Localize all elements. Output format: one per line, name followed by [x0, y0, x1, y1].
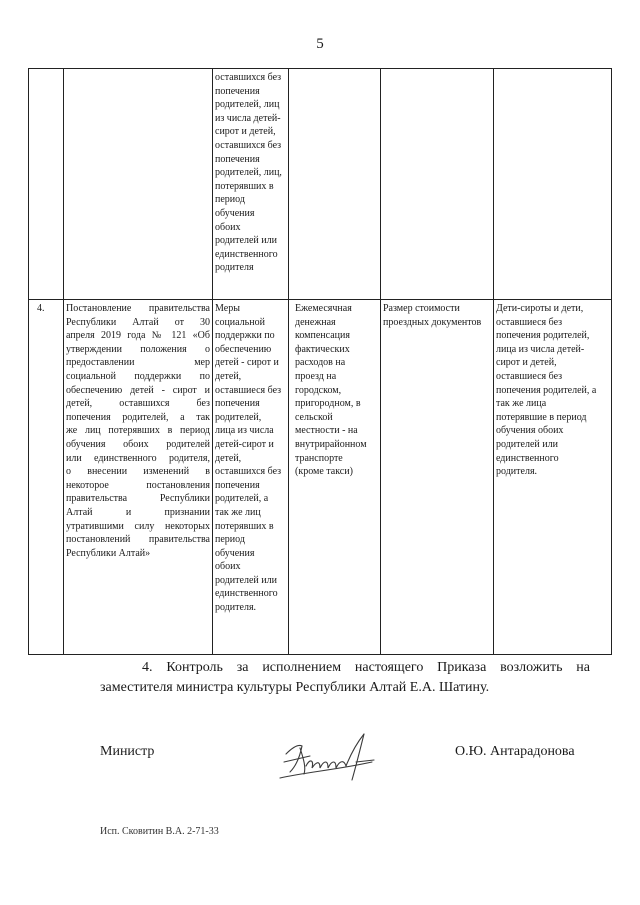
cell-text-line: детей - сирот и	[215, 357, 279, 369]
table-cell	[494, 300, 612, 655]
table-cell	[29, 300, 64, 655]
cell-text-line: 4.	[37, 303, 45, 314]
cell-text-line: оставшиеся без	[496, 370, 563, 382]
table-cell	[381, 300, 494, 655]
cell-text-line: социальной	[215, 316, 265, 328]
cell-text-line: родителей или	[496, 438, 558, 450]
cell-text-line: оставшихся без	[215, 466, 282, 478]
cell-text-line: детей-сирот и	[215, 438, 274, 450]
table-row	[29, 69, 612, 300]
cell-text-line: Республики Алтай от 30	[66, 316, 210, 328]
cell-text-line: родителей,	[215, 411, 262, 423]
cell-text-line: период	[215, 534, 245, 546]
cell-text-line: единственного	[496, 452, 559, 464]
cell-text-line: родителей или	[215, 235, 277, 247]
cell-text-line: городском,	[295, 384, 342, 396]
cell-text-line: попечения родителей, а	[496, 384, 597, 396]
cell-text-line: родителей или	[215, 574, 277, 586]
table-cell	[213, 300, 289, 655]
cell-text-line: потерявших в	[215, 520, 274, 532]
cell-text-line: пригородном, в	[295, 398, 361, 410]
table-cell	[213, 69, 289, 300]
cell-text-line: детей,	[215, 370, 242, 382]
cell-text-line: родителя.	[496, 466, 538, 478]
cell-text-line: попечения родителей,	[496, 330, 590, 342]
cell-text-line: так же лиц	[215, 506, 261, 518]
cell-text-line: попечения	[215, 398, 260, 410]
cell-text-line: обоих	[215, 221, 241, 233]
cell-text-line: так же лица	[496, 398, 547, 410]
cell-text-line: из числа детей-	[215, 112, 281, 124]
table-cell	[64, 69, 213, 300]
cell-text-line: оставшиеся без	[496, 316, 563, 328]
cell-text-line: Алтай и признании	[66, 506, 210, 518]
cell-text-line: проезд на	[295, 370, 337, 382]
cell-text-line: обучения	[215, 207, 255, 219]
cell-text-line: местности - на	[295, 425, 358, 437]
cell-text-line: (кроме такси)	[295, 466, 353, 478]
control-line-1: 4. Контроль за исполнением настоящего Приказа возложить на	[142, 660, 590, 675]
cell-text-line: или единственного родителя,	[66, 452, 210, 464]
cell-text-line: утверждении положения о	[66, 343, 210, 355]
cell-text-line: апреля 2019 года № 121 «Об	[66, 330, 210, 342]
cell-text-line: Меры	[215, 303, 240, 314]
cell-text-line: обоих	[215, 561, 241, 573]
cell-text-line: детей, оставшихся без	[66, 398, 210, 410]
signatory-position: Министр	[100, 744, 155, 759]
control-line-2: заместителя министра культуры Республики Алтай Е.А. Шатину.	[100, 680, 490, 695]
page-number: 5	[316, 36, 324, 52]
cell-text-line: расходов на	[295, 357, 346, 369]
cell-text-line: попечения	[215, 479, 260, 491]
cell-text-line: предоставлении мер	[66, 357, 210, 369]
cell-text-line: денежная	[295, 316, 336, 328]
cell-text-line: период	[215, 194, 245, 206]
cell-text-line: внутрирайонном	[295, 438, 367, 450]
cell-text-line: правительства Республики	[66, 493, 210, 505]
cell-text-line: попечения	[215, 153, 260, 165]
control-paragraph	[100, 658, 590, 698]
cell-text-line: обучения обоих родителей	[66, 438, 210, 450]
table-row	[29, 300, 612, 655]
cell-text-line: фактических	[295, 343, 350, 355]
cell-text-line: Республики Алтай»	[66, 547, 151, 559]
measures-table	[28, 68, 612, 655]
cell-text-line: Размер стоимости	[383, 303, 460, 314]
cell-text-line: о внесении изменений в	[66, 466, 210, 478]
cell-text-line: родителя.	[215, 602, 257, 614]
cell-text-line: единственного	[215, 248, 278, 260]
cell-text-line: транспорте	[295, 452, 343, 464]
cell-text-line: оставшихся без	[215, 72, 282, 83]
cell-text-line: обучения	[215, 547, 255, 559]
cell-text-line: попечения	[215, 85, 260, 97]
cell-text-line: сельской	[295, 411, 333, 423]
table-cell	[289, 69, 381, 300]
cell-text-line: оставшиеся без	[215, 384, 282, 396]
cell-text-line: детей,	[215, 452, 242, 464]
cell-text-line: проездных документов	[383, 316, 482, 328]
cell-text-line: Ежемесячная	[295, 303, 352, 314]
cell-text-line: Постановление правительства	[66, 303, 210, 314]
signature-icon	[276, 722, 406, 786]
signatory-name: О.Ю. Антарадонова	[455, 744, 575, 759]
cell-text-line: обучения обоих	[496, 425, 564, 437]
table-cell	[494, 69, 612, 300]
table-cell	[381, 69, 494, 300]
cell-text-line: родителей, а	[215, 493, 269, 505]
table-cell	[289, 300, 381, 655]
cell-text-line: оставшихся без	[215, 139, 282, 151]
cell-text-line: родителя	[215, 262, 254, 274]
cell-text-line: постановлений правительства	[66, 534, 210, 546]
cell-text-line: единственного	[215, 588, 278, 600]
cell-text-line: потерявших в	[215, 180, 274, 192]
cell-text-line: лица из числа	[215, 425, 274, 437]
cell-text-line: лица из числа детей-	[496, 343, 585, 355]
cell-text-line: компенсация	[295, 330, 350, 342]
cell-text-line: сирот и детей,	[496, 357, 557, 369]
cell-text-line: поддержки по	[215, 330, 275, 342]
cell-text-line: родителей, лиц,	[215, 167, 282, 179]
executor-note: Исп. Сковитин В.А. 2-71-33	[100, 826, 219, 837]
cell-text-line: некоторое постановления	[66, 479, 210, 491]
cell-text-line: Дети-сироты и дети,	[496, 303, 584, 314]
cell-text-line: сирот и детей,	[215, 126, 276, 138]
cell-text-line: попечения родителей, а так	[66, 411, 210, 423]
cell-text-line: обеспечению	[215, 343, 272, 355]
cell-text-line: родителей, лиц	[215, 99, 280, 111]
cell-text-line: утратившими силу некоторых	[66, 520, 210, 532]
table-cell	[64, 300, 213, 655]
cell-text-line: потерявшие в период	[496, 411, 587, 423]
cell-text-line: обеспечению детей - сирот и	[66, 384, 210, 396]
cell-text-line: социальной поддержки по	[66, 370, 210, 382]
cell-text-line: же лиц потерявших в период	[66, 425, 210, 437]
table-cell	[29, 69, 64, 300]
